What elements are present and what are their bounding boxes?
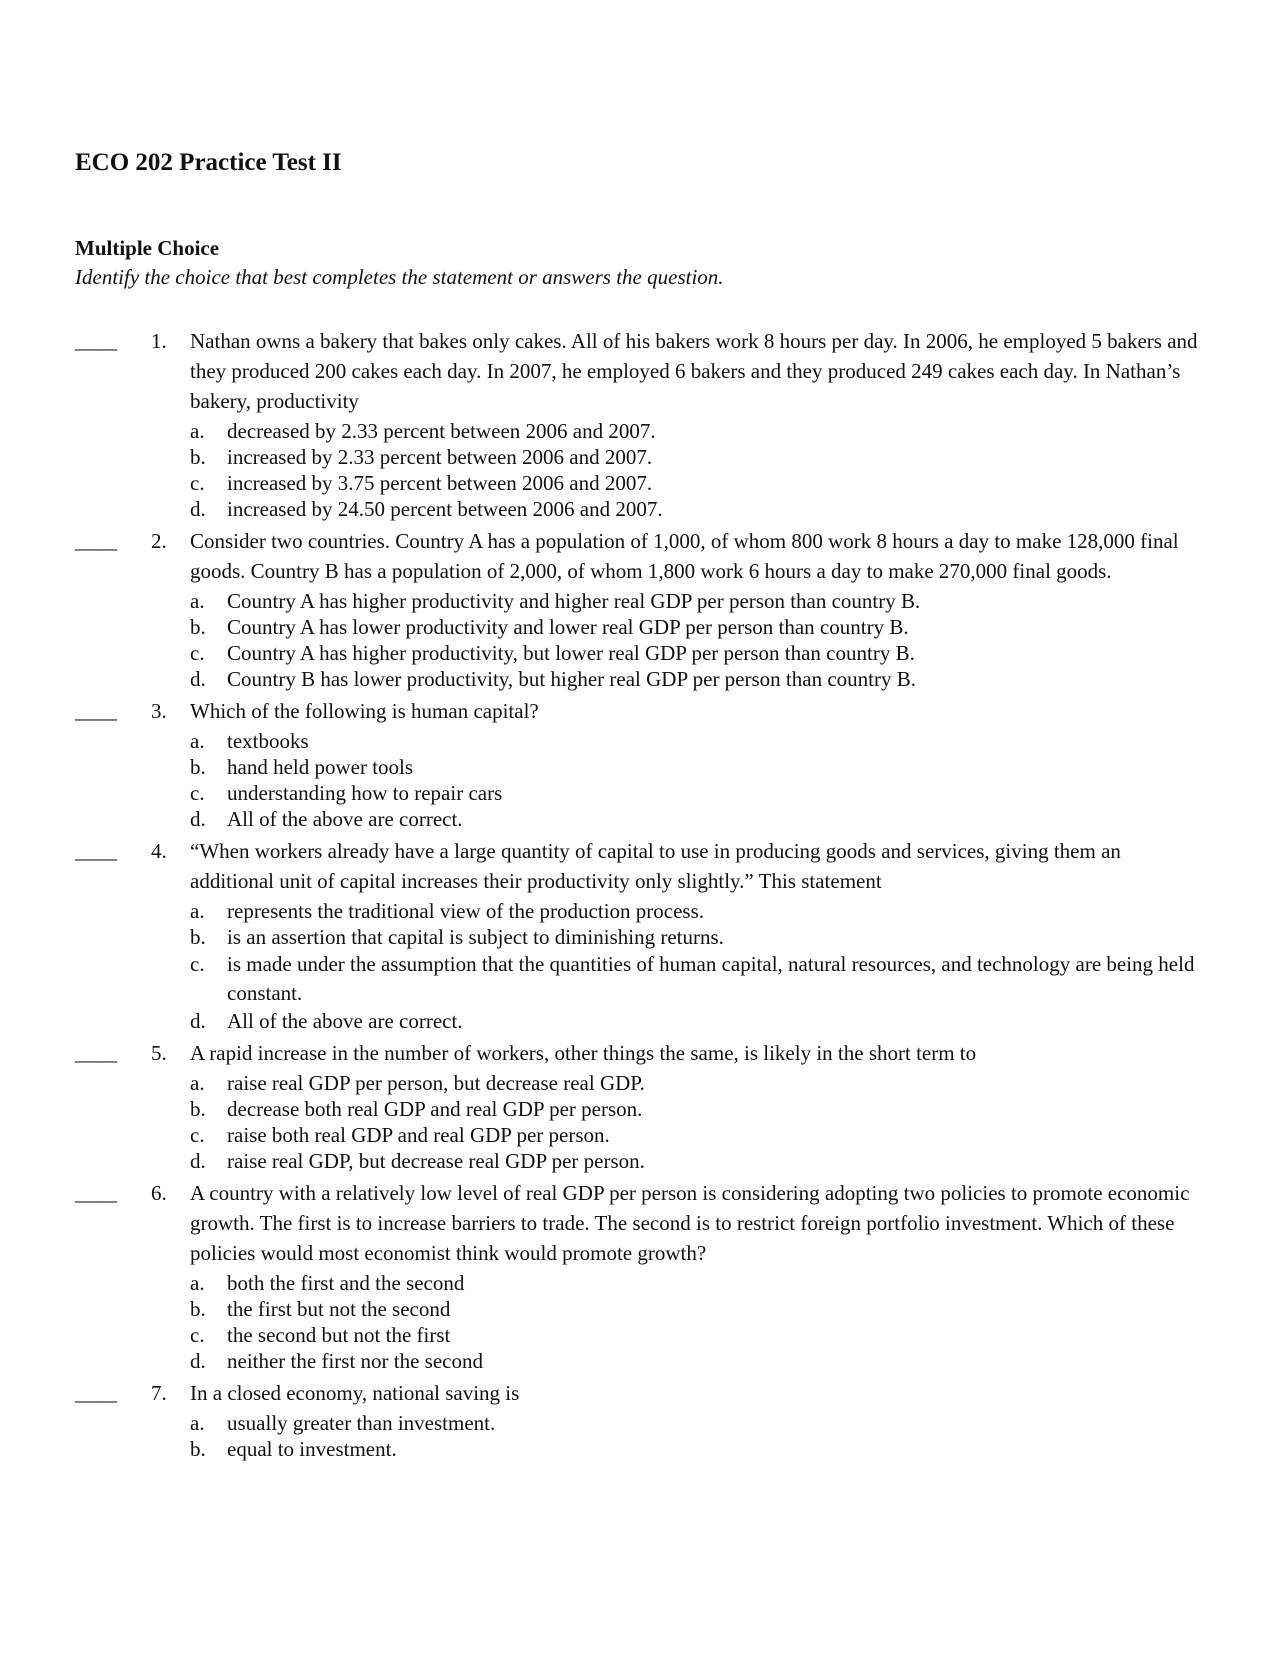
choice-item bbox=[190, 666, 1205, 692]
choice-text: decrease both real GDP and real GDP per person. bbox=[227, 1097, 643, 1121]
choice-list bbox=[190, 1270, 1205, 1374]
choice-letter: a. bbox=[190, 729, 205, 753]
question-number: 6. bbox=[151, 1181, 167, 1205]
choice-item bbox=[190, 1410, 1205, 1436]
question-list bbox=[75, 326, 1205, 1464]
answer-blank[interactable]: ____ bbox=[75, 1381, 117, 1405]
choice-text: Country B has lower productivity, but higher real GDP per person than country B. bbox=[227, 667, 916, 691]
choice-text: is an assertion that capital is subject to diminishing returns. bbox=[227, 925, 724, 949]
question-3 bbox=[75, 696, 1205, 832]
choice-letter: a. bbox=[190, 1411, 205, 1435]
choice-letter: a. bbox=[190, 419, 205, 443]
choice-item bbox=[190, 924, 1205, 950]
choice-text: Country A has higher productivity, but lower real GDP per person than country B. bbox=[227, 641, 915, 665]
choice-item bbox=[190, 1296, 1205, 1322]
question-text: Consider two countries. Country A has a population of 1,000, of whom 800 work 8 hours a day to make 128,000 final goods. Country B has a population of 2,000, of whom 1,800 work 6 hours a day to make 270,000 final goods. bbox=[190, 529, 1179, 583]
choice-text: raise real GDP per person, but decrease real GDP. bbox=[227, 1071, 645, 1095]
choice-letter: d. bbox=[190, 1149, 206, 1173]
choice-item bbox=[190, 640, 1205, 666]
choice-item bbox=[190, 898, 1205, 924]
question-number: 5. bbox=[151, 1041, 167, 1065]
choice-text: both the first and the second bbox=[227, 1271, 465, 1295]
choice-text: increased by 24.50 percent between 2006 and 2007. bbox=[227, 497, 663, 521]
question-number: 4. bbox=[151, 839, 167, 863]
answer-blank[interactable]: ____ bbox=[75, 839, 117, 863]
choice-list bbox=[190, 728, 1205, 832]
question-number: 7. bbox=[151, 1381, 167, 1405]
choice-text: All of the above are correct. bbox=[227, 1009, 463, 1033]
question-number: 1. bbox=[151, 329, 167, 353]
choice-letter: a. bbox=[190, 589, 205, 613]
choice-text: raise real GDP, but decrease real GDP per person. bbox=[227, 1149, 645, 1173]
choice-text: is made under the assumption that the quantities of human capital, natural resources, and technology are being held constant. bbox=[227, 952, 1195, 1005]
choice-list bbox=[190, 1410, 1205, 1462]
choice-item bbox=[190, 950, 1205, 1008]
page-title: ECO 202 Practice Test II bbox=[75, 149, 342, 176]
choice-text: represents the traditional view of the production process. bbox=[227, 899, 705, 923]
question-text: Which of the following is human capital? bbox=[190, 699, 539, 723]
answer-blank[interactable]: ____ bbox=[75, 699, 117, 723]
choice-text: All of the above are correct. bbox=[227, 807, 463, 831]
choice-letter: a. bbox=[190, 1271, 205, 1295]
choice-text: textbooks bbox=[227, 729, 309, 753]
choice-text: Country A has lower productivity and lower real GDP per person than country B. bbox=[227, 615, 909, 639]
question-5 bbox=[75, 1038, 1205, 1174]
choice-text: increased by 3.75 percent between 2006 and 2007. bbox=[227, 471, 653, 495]
question-1 bbox=[75, 326, 1205, 522]
choice-item bbox=[190, 588, 1205, 614]
choice-item bbox=[190, 1436, 1205, 1462]
question-text: “When workers already have a large quantity of capital to use in producing goods and services, giving them an additional unit of capital increases their productivity only slightly.” This statement bbox=[190, 839, 1121, 893]
choice-item bbox=[190, 444, 1205, 470]
choice-text: equal to investment. bbox=[227, 1437, 397, 1461]
choice-item bbox=[190, 470, 1205, 496]
choice-item bbox=[190, 418, 1205, 444]
choice-letter: b. bbox=[190, 755, 206, 779]
choice-letter: b. bbox=[190, 615, 206, 639]
choice-item bbox=[190, 1348, 1205, 1374]
choice-text: Country A has higher productivity and higher real GDP per person than country B. bbox=[227, 589, 921, 613]
question-number: 3. bbox=[151, 699, 167, 723]
answer-blank[interactable]: ____ bbox=[75, 1041, 117, 1065]
choice-letter: c. bbox=[190, 781, 205, 805]
question-6 bbox=[75, 1178, 1205, 1374]
choice-letter: d. bbox=[190, 1349, 206, 1373]
choice-list bbox=[190, 588, 1205, 692]
choice-item bbox=[190, 1096, 1205, 1122]
choice-letter: c. bbox=[190, 641, 205, 665]
choice-text: raise both real GDP and real GDP per person. bbox=[227, 1123, 610, 1147]
choice-text: decreased by 2.33 percent between 2006 and 2007. bbox=[227, 419, 656, 443]
choice-text: neither the first nor the second bbox=[227, 1349, 483, 1373]
answer-blank[interactable]: ____ bbox=[75, 1181, 117, 1205]
choice-text: usually greater than investment. bbox=[227, 1411, 496, 1435]
choice-text: the first but not the second bbox=[227, 1297, 451, 1321]
choice-text: increased by 2.33 percent between 2006 and 2007. bbox=[227, 445, 653, 469]
choice-text: the second but not the first bbox=[227, 1323, 451, 1347]
choice-item bbox=[190, 614, 1205, 640]
choice-item bbox=[190, 1322, 1205, 1348]
choice-list bbox=[190, 898, 1205, 1034]
choice-item bbox=[190, 1270, 1205, 1296]
choice-item bbox=[190, 780, 1205, 806]
choice-letter: b. bbox=[190, 1437, 206, 1461]
choice-letter: a. bbox=[190, 899, 205, 923]
question-7 bbox=[75, 1378, 1205, 1462]
choice-item bbox=[190, 1122, 1205, 1148]
answer-blank[interactable]: ____ bbox=[75, 329, 117, 353]
question-text: A country with a relatively low level of real GDP per person is considering adopting two policies to promote economic growth. The first is to increase barriers to trade. The second is to restrict foreign portfolio investment. Which of these policies would most economist think would promote growth? bbox=[190, 1181, 1190, 1265]
choice-text: hand held power tools bbox=[227, 755, 414, 779]
question-text: Nathan owns a bakery that bakes only cakes. All of his bakers work 8 hours per day. In 2006, he employed 5 bakers and they produced 200 cakes each day. In 2007, he employed 6 bakers and they produced 249 cakes each day. In Nathan’s bakery, productivity bbox=[190, 329, 1198, 413]
choice-letter: a. bbox=[190, 1071, 205, 1095]
choice-item bbox=[190, 1148, 1205, 1174]
question-number: 2. bbox=[151, 529, 167, 553]
choice-item bbox=[190, 728, 1205, 754]
choice-letter: c. bbox=[190, 952, 205, 976]
question-4 bbox=[75, 836, 1205, 1034]
answer-blank[interactable]: ____ bbox=[75, 529, 117, 553]
question-text: In a closed economy, national saving is bbox=[190, 1381, 520, 1405]
choice-letter: d. bbox=[190, 1009, 206, 1033]
choice-item bbox=[190, 1070, 1205, 1096]
choice-letter: b. bbox=[190, 1297, 206, 1321]
choice-letter: c. bbox=[190, 1323, 205, 1347]
choice-letter: d. bbox=[190, 807, 206, 831]
question-2 bbox=[75, 526, 1205, 692]
section-heading: Multiple Choice bbox=[75, 236, 220, 260]
choice-letter: b. bbox=[190, 445, 206, 469]
choice-item bbox=[190, 496, 1205, 522]
choice-item bbox=[190, 806, 1205, 832]
choice-letter: b. bbox=[190, 925, 206, 949]
choice-item bbox=[190, 1008, 1205, 1034]
choice-text: understanding how to repair cars bbox=[227, 781, 503, 805]
choice-item bbox=[190, 754, 1205, 780]
choice-letter: b. bbox=[190, 1097, 206, 1121]
choice-letter: c. bbox=[190, 471, 205, 495]
choice-letter: d. bbox=[190, 667, 206, 691]
choice-list bbox=[190, 418, 1205, 522]
choice-letter: d. bbox=[190, 497, 206, 521]
choice-letter: c. bbox=[190, 1123, 205, 1147]
instructions: Identify the choice that best completes the statement or answers the question. bbox=[75, 265, 724, 289]
question-text: A rapid increase in the number of workers, other things the same, is likely in the short term to bbox=[190, 1041, 977, 1065]
choice-list bbox=[190, 1070, 1205, 1174]
